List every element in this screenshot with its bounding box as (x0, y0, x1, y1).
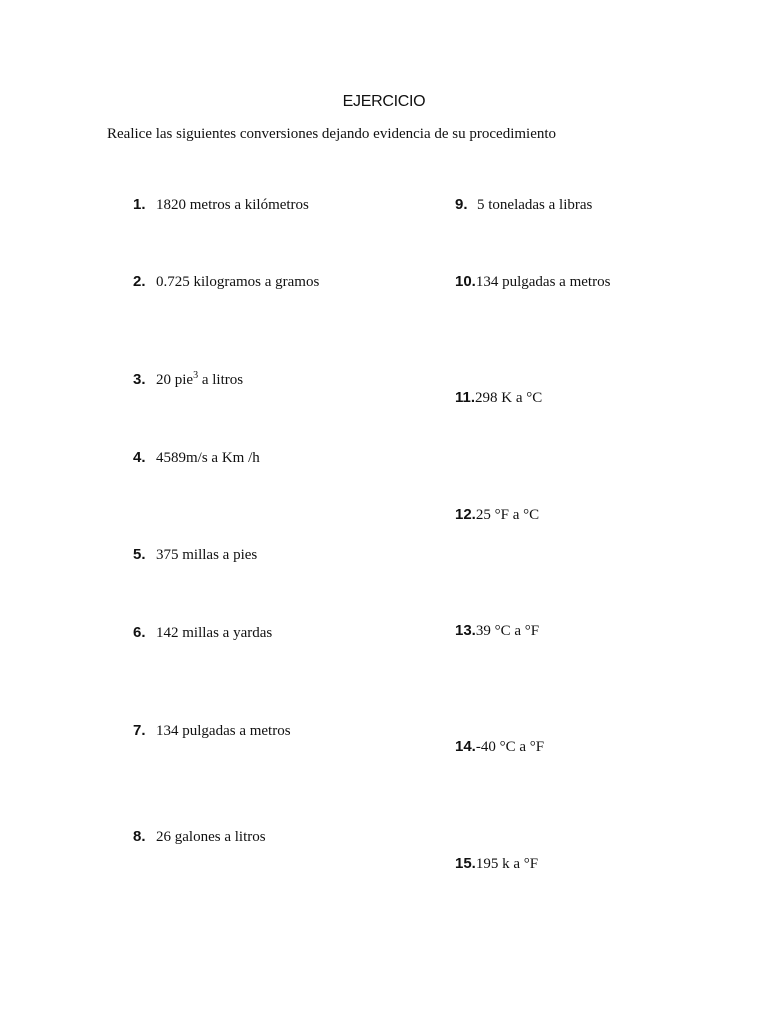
exercise-item-4 (133, 449, 260, 467)
exercise-text: 298 K a °C (475, 390, 543, 406)
exercise-number: 7. (133, 722, 146, 739)
superscript-exponent: 3 (193, 370, 199, 381)
exercise-number: 10. (455, 273, 476, 290)
exercise-item-15 (455, 855, 538, 873)
exercise-text: 0.725 kilogramos a gramos (156, 274, 320, 290)
exercise-number: 5. (133, 546, 146, 563)
page-title: EJERCICIO (342, 93, 426, 110)
exercise-number: 11. (455, 389, 476, 406)
exercise-text: 26 galones a litros (156, 829, 266, 845)
exercise-text: 375 millas a pies (156, 547, 258, 563)
exercise-number: 9. (455, 196, 468, 213)
exercise-item-8 (133, 828, 266, 846)
instructions-text: Realice las siguientes conversiones dejando evidencia de su procedimiento (107, 126, 557, 142)
exercise-item-2 (133, 273, 319, 291)
exercise-number: 12. (455, 506, 476, 523)
exercise-item-9 (455, 196, 592, 214)
exercise-item-3 (133, 371, 243, 389)
exercise-number: 13. (455, 622, 476, 639)
exercise-text: 134 pulgadas a metros (475, 274, 611, 290)
exercise-text: 5 toneladas a libras (477, 197, 593, 213)
exercise-text: 4589m/s a Km /h (156, 450, 260, 466)
exercise-item-5 (133, 546, 257, 564)
exercise-number: 4. (133, 449, 146, 466)
exercise-text-before: 20 pie (156, 372, 194, 388)
exercise-text: 142 millas a yardas (156, 625, 273, 641)
exercise-item-11 (455, 389, 542, 407)
exercise-item-7 (133, 722, 291, 740)
exercise-item-14 (455, 738, 544, 756)
exercise-text (156, 372, 243, 389)
exercise-text: 25 °F a °C (475, 507, 540, 523)
exercise-text: 195 k a °F (475, 856, 539, 872)
exercise-item-13 (455, 622, 539, 640)
exercise-item-10 (455, 273, 610, 291)
exercise-number: 15. (455, 855, 476, 872)
exercise-text-after: a litros (198, 372, 244, 388)
exercise-item-1 (133, 196, 309, 214)
exercise-number: 14. (455, 738, 476, 755)
exercise-number: 1. (133, 196, 146, 213)
exercise-text: 134 pulgadas a metros (156, 723, 291, 739)
exercise-number: 8. (133, 828, 146, 845)
exercise-text: 1820 metros a kilómetros (156, 197, 309, 213)
exercise-text: 39 °C a °F (475, 623, 540, 639)
exercise-item-12 (455, 506, 539, 524)
exercise-number: 3. (133, 371, 146, 388)
exercise-item-6 (133, 624, 272, 642)
exercise-text: -40 °C a °F (475, 739, 545, 755)
exercise-number: 2. (133, 273, 146, 290)
exercise-number: 6. (133, 624, 146, 641)
